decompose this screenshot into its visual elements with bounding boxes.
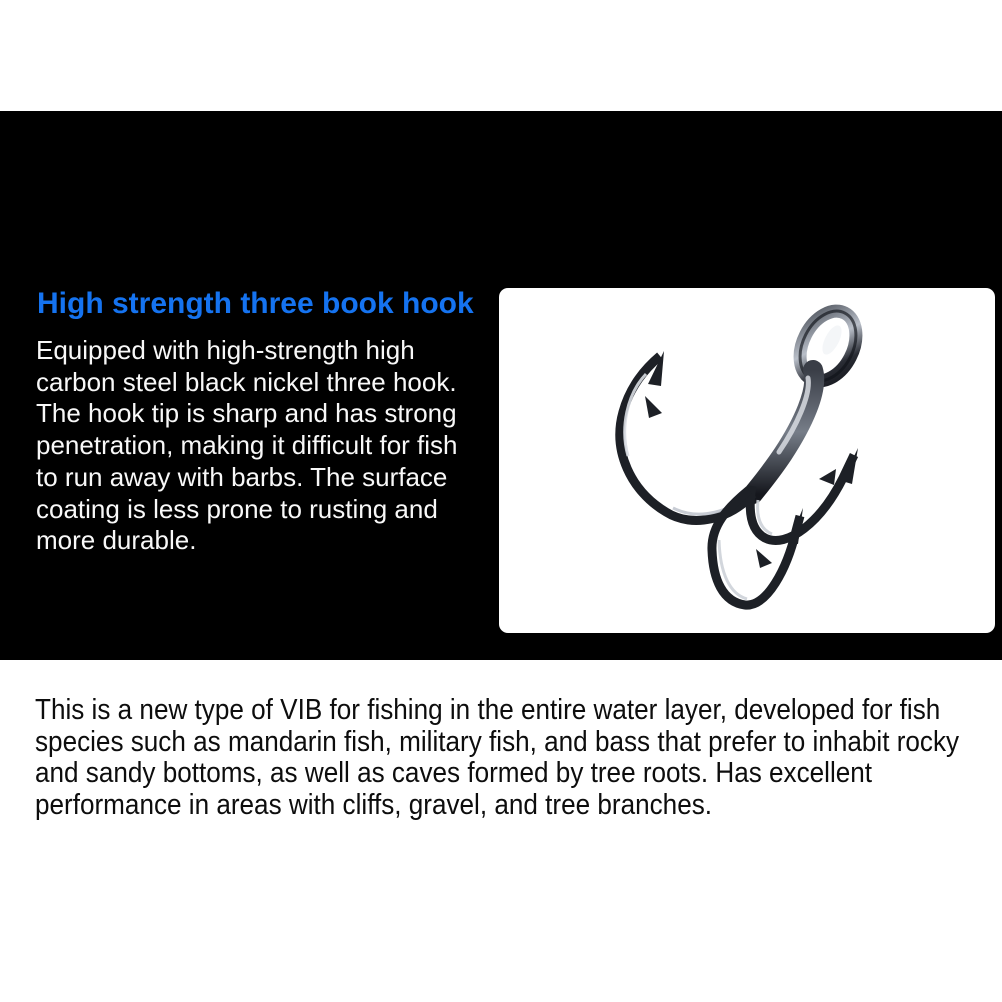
- treble-hook-image: [499, 288, 995, 633]
- hook-shank: [753, 370, 814, 494]
- product-headline: High strength three book hook: [37, 287, 474, 320]
- product-photo-panel: [499, 288, 995, 633]
- bottom-paragraph: This is a new type of VIB for fishing in the entire water layer, developed for fish species such as mandarin fish, military fish, and bass that prefer to inhabit rocky and sandy bottoms, as well as caves formed by tree roots. Has excellent performance in areas with cliffs, gravel, and tree branches.: [35, 694, 960, 822]
- product-description: Equipped with high-strength high carbon steel black nickel three hook. The hook tip is sharp and has strong penetration, making it difficult for fish to run away with barbs. The surface coating is less prone to rusting and more durable.: [36, 335, 458, 556]
- hook-left-prong: [620, 351, 753, 520]
- hero-banner: [0, 111, 1002, 660]
- hook-eye: [789, 302, 867, 391]
